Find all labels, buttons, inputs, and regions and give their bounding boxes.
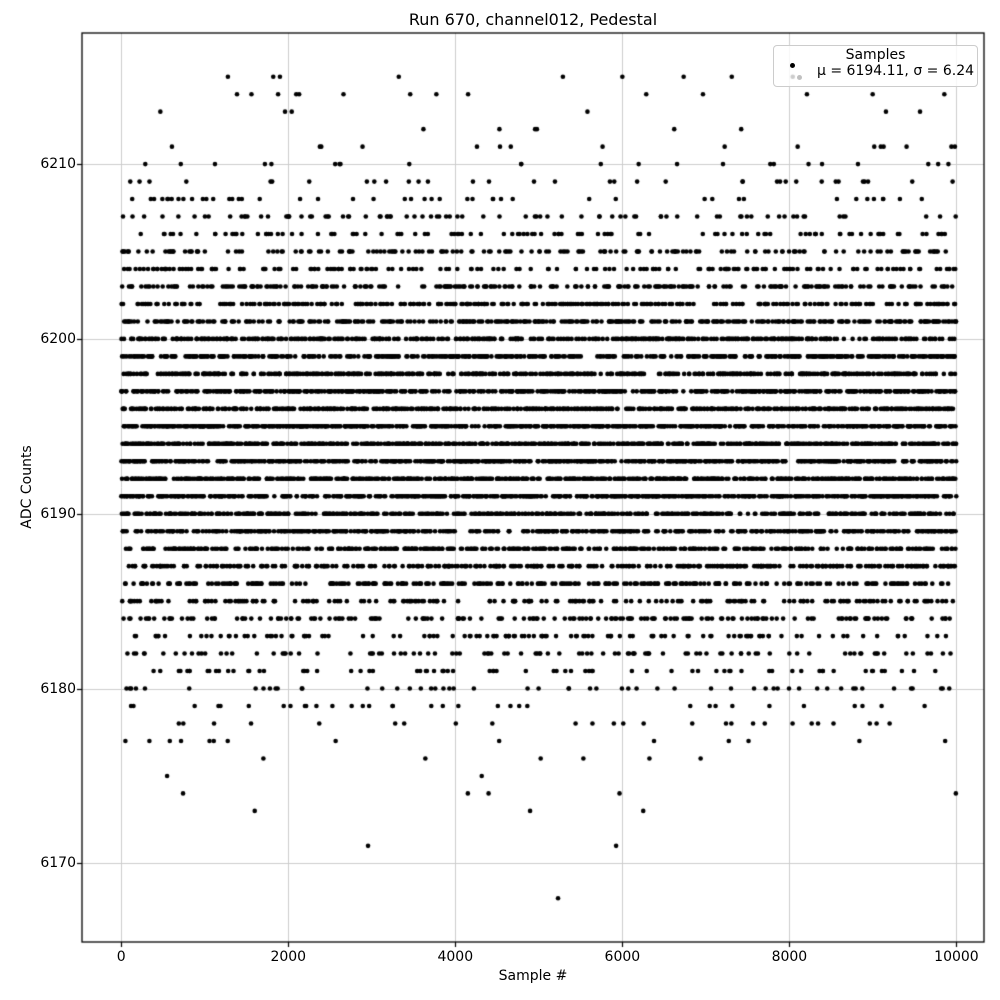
x-tick-label: 0 bbox=[116, 949, 126, 965]
x-tick-label: 10000 bbox=[934, 949, 979, 965]
x-tick-label: 4000 bbox=[437, 949, 474, 965]
y-tick-label: 6210 bbox=[40, 156, 76, 173]
samples-marker-icon bbox=[790, 63, 795, 68]
chart-title: Run 670, channel012, Pedestal bbox=[408, 10, 658, 29]
y-tick-label: 6190 bbox=[40, 505, 76, 522]
x-tick-label: 2000 bbox=[270, 949, 307, 965]
legend-title: Samples bbox=[845, 47, 906, 63]
y-tick-label: 6200 bbox=[40, 330, 76, 347]
x-tick-label: 8000 bbox=[771, 949, 808, 965]
x-axis-label: Sample # bbox=[498, 968, 568, 984]
mean-sigma-marker-icon bbox=[797, 75, 802, 80]
legend bbox=[773, 45, 978, 87]
x-tick-label: 6000 bbox=[604, 949, 641, 965]
legend-entry-mean-sigma-label: μ = 6194.11, σ = 6.24 bbox=[817, 63, 975, 79]
y-tick-label: 6170 bbox=[40, 855, 76, 872]
y-axis-label: ADC Counts bbox=[19, 445, 35, 529]
y-tick-label: 6180 bbox=[40, 680, 76, 697]
